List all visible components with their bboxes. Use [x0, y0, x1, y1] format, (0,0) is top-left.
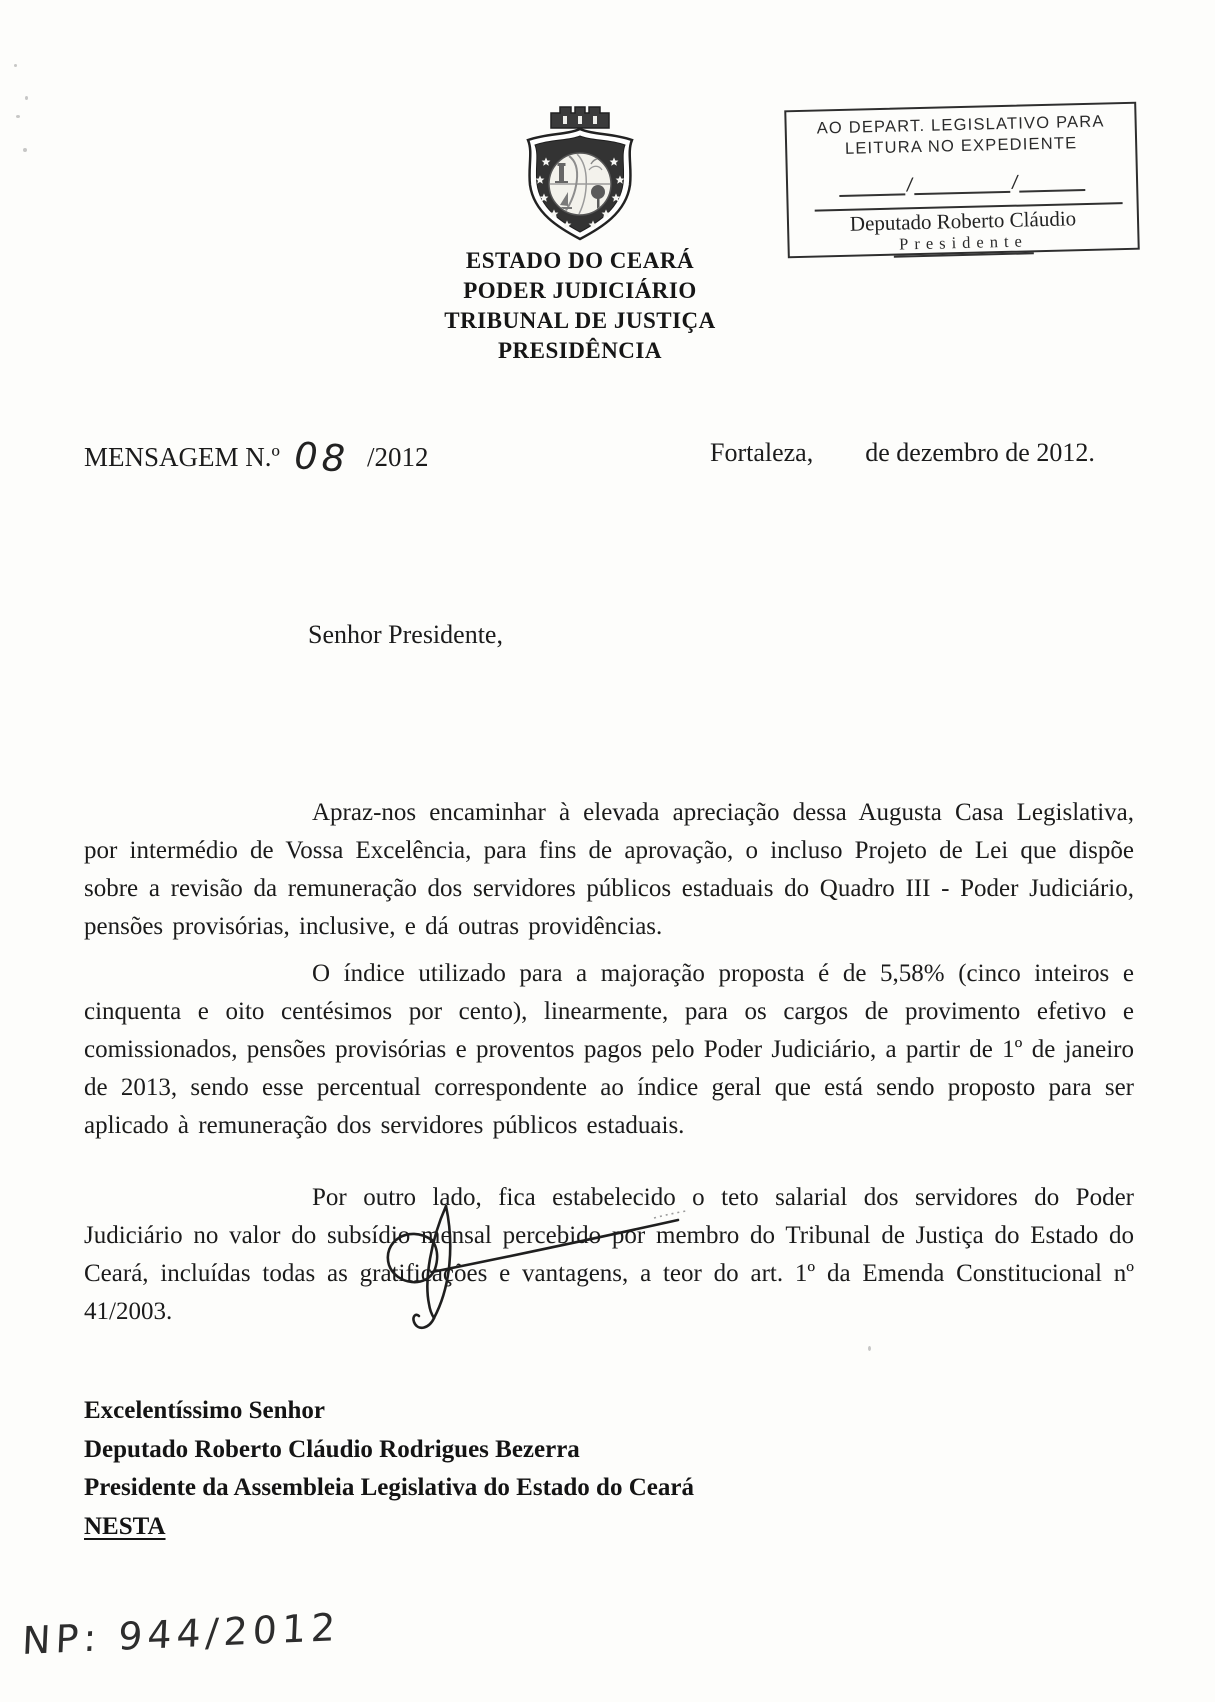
- ceara-coat-of-arms-icon: [505, 104, 655, 246]
- paragraph-1: Apraz-nos encaminhar à elevada apreciação dessa Augusta Casa Legislativa, por intermédio de Vossa Excelência, para fins de aprovação, o incluso Projeto de Lei que dispõe sobre a revisão da remuneração dos servidores públicos estaduais do Quadro III - Poder Judiciário, pensões provisórias, inclusive, e dá outras providências.: [84, 799, 1134, 940]
- addressee-salutation: Excelentíssimo Senhor: [84, 1397, 325, 1424]
- stamp-line-1: AO DEPART. LEGISLATIVO PARA: [816, 112, 1105, 138]
- addressee-role: Presidente da Assembleia Legislativa do Estado do Ceará: [84, 1474, 694, 1501]
- letterhead-line-branch: PODER JUDICIÁRIO: [463, 278, 697, 303]
- letterhead-line-presidency: PRESIDÊNCIA: [498, 338, 662, 363]
- stamp-date-blank-day: [839, 179, 905, 197]
- addressee-nesta: NESTA: [84, 1512, 166, 1540]
- addressee-block: [84, 1392, 694, 1546]
- letterhead: [320, 246, 840, 366]
- addressee-name: Deputado Roberto Cláudio Rodrigues Bezerra: [84, 1435, 580, 1463]
- stamp-date-blank-year: [1019, 175, 1085, 193]
- paragraph-2: O índice utilizado para a majoração proposta é de 5,58% (cinco inteiros e cinquenta e oito centésimos por cento), linearmente, para os cargos de provimento efetivo e comissionados, pensões provisórias e proventos pagos pelo Poder Judiciário, a partir de 1º de janeiro de 2013, sendo esse percentual correspondente ao índice geral que está sendo proposto para ser aplicado à remuneração dos servidores públicos estaduais.: [84, 960, 1134, 1139]
- stamp-deputy-name: Deputado Roberto Cláudio: [849, 206, 1077, 236]
- dateline: [710, 438, 1095, 468]
- letterhead-line-state: ESTADO DO CEARÁ: [465, 248, 695, 273]
- scan-noise-speck: [25, 96, 28, 100]
- legislative-dept-stamp: [784, 102, 1140, 259]
- stamp-deputy-title: Presidente: [893, 231, 1034, 257]
- dateline-rest: de dezembro de 2012.: [865, 438, 1095, 467]
- message-reference: [84, 436, 429, 479]
- handwritten-protocol-number: NP: 944/2012: [21, 1604, 342, 1664]
- stamp-date-slash: /: [1011, 172, 1018, 194]
- scan-noise-speck: [868, 1346, 871, 1351]
- handwritten-message-number: 08: [289, 434, 354, 481]
- message-year: /2012: [366, 442, 429, 472]
- scan-noise-speck: [16, 115, 20, 118]
- signature-flourish: [372, 1198, 692, 1343]
- paragraph-3: Por outro lado, fica estabelecido o teto salarial dos servidores do Poder Judiciário no valor do subsídio mensal percebido por membro do Tribunal de Justiça do Estado do Ceará, incluídas todas as gratificações e vantagens, a teor do art. 1º da Emenda Constitucional nº 41/2003.: [84, 1184, 1134, 1325]
- stamp-date-blanks: [788, 168, 1136, 198]
- scan-noise-speck: [23, 148, 27, 152]
- message-label: MENSAGEM N.º: [84, 442, 280, 472]
- greeting: Senhor Presidente,: [308, 620, 503, 649]
- stamp-date-blank-month: [914, 177, 1010, 195]
- dateline-city: Fortaleza,: [710, 438, 814, 467]
- stamp-line-2: LEITURA NO EXPEDIENTE: [844, 134, 1078, 158]
- stamp-date-slash: /: [906, 175, 913, 197]
- scan-noise-speck: [14, 64, 17, 67]
- letterhead-line-court: TRIBUNAL DE JUSTIÇA: [444, 308, 716, 333]
